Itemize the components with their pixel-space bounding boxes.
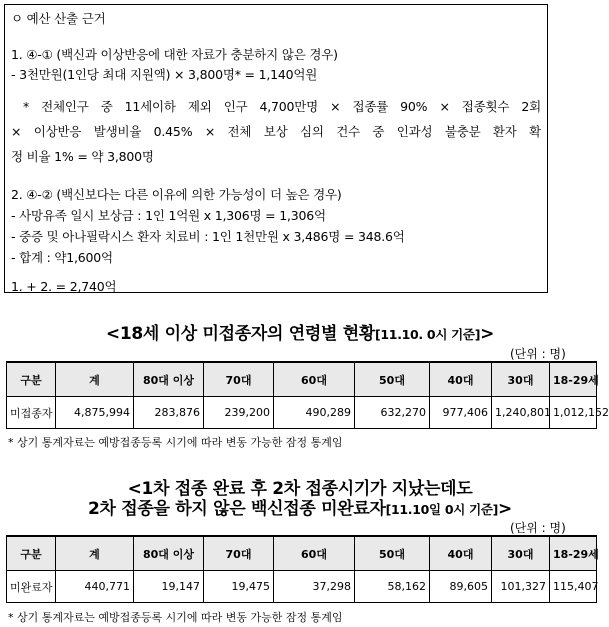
table-cell: 101,327: [492, 571, 550, 603]
column-header: 50대: [355, 536, 430, 571]
table-cell: 89,605: [430, 571, 492, 603]
column-header: 구분: [7, 536, 56, 571]
column-header: 계: [56, 362, 134, 397]
column-header: 70대: [204, 536, 274, 571]
column-header: 30대: [492, 362, 550, 397]
table2-unit: (단위 : 명): [510, 521, 566, 535]
item2-title: 2. ④-② (백신보다는 다른 이유에 의한 가능성이 더 높은 경우): [11, 187, 342, 202]
row-label: 미완료자: [7, 571, 56, 603]
table-cell: 440,771: [56, 571, 134, 603]
item1-title: 1. ④-① (백신과 이상반응에 대한 자료가 충분하지 않은 경우): [11, 47, 338, 62]
table-cell: 58,162: [355, 571, 430, 603]
column-header: 60대: [274, 362, 355, 397]
table1-unit: (단위 : 명): [510, 347, 566, 361]
item2-line-3: - 합계 : 약1,600억: [11, 250, 113, 265]
table-cell: 4,875,994: [56, 397, 134, 429]
table-cell: 19,475: [204, 571, 274, 603]
table-cell: 283,876: [134, 397, 204, 429]
incomplete-vaccination-table: [6, 535, 597, 603]
table-cell: 490,289: [274, 397, 355, 429]
table-cell: 632,270: [355, 397, 430, 429]
table-header-row: [7, 362, 597, 397]
column-header: 80대 이상: [134, 362, 204, 397]
footnote-line-1: * 전체인구 중 11세이하 제외 인구 4,700만명 × 접종률 90% × 접종횟수 2회: [23, 99, 541, 114]
column-header: 구분: [7, 362, 56, 397]
table-cell: 1,240,801: [492, 397, 550, 429]
table1-note: * 상기 통계자료는 예방접종등록 시기에 따라 변동 가능한 잠정 통계임: [8, 436, 343, 449]
table-cell: 1,012,152: [550, 397, 597, 429]
table-cell: 19,147: [134, 571, 204, 603]
table-header-row: [7, 536, 597, 571]
basis-header: ㅇ 예산 산출 근거: [11, 11, 106, 26]
column-header: 30대: [492, 536, 550, 571]
column-header: 70대: [204, 362, 274, 397]
column-header: 40대: [430, 536, 492, 571]
item1-formula: - 3천만원(1인당 최대 지원액) × 3,800명* = 1,140억원: [11, 67, 318, 82]
table-cell: 37,298: [274, 571, 355, 603]
total-line: 1. + 2. = 2,740억: [11, 279, 117, 294]
table2-note: * 상기 통계자료는 예방접종등록 시기에 따라 변동 가능한 잠정 통계임: [8, 611, 343, 624]
column-header: 60대: [274, 536, 355, 571]
table-cell: 977,406: [430, 397, 492, 429]
footnote-line-2: × 이상반응 발생비율 0.45% × 전체 보상 심의 건수 중 인과성 불충분 환자 확: [11, 124, 541, 139]
item2-line-2: - 중증 및 아나필락시스 환자 치료비 : 1인 1천만원 x 3,486명 = 348.6억: [11, 229, 405, 244]
column-header: 계: [56, 536, 134, 571]
table2-title-line-2: 2차 접종을 하지 않은 백신접종 미완료자[11.10일 0시 기준]>: [88, 499, 512, 519]
item2-line-1: - 사망유족 일시 보상금 : 1인 1억원 x 1,306명 = 1,306억: [11, 208, 326, 223]
table2-title-line-1: <1차 접종 완료 후 2차 접종시기가 지났는데도: [127, 479, 473, 499]
table-cell: 115,407: [550, 571, 597, 603]
footnote-line-3: 정 비율 1% = 약 3,800명: [11, 149, 154, 164]
table1-title: <18세 이상 미접종자의 연령별 현황[11.10. 0시 기준]>: [105, 324, 495, 344]
budget-basis-box: [4, 4, 548, 293]
unvaccinated-table: [6, 361, 609, 429]
table-cell: 239,200: [204, 397, 274, 429]
column-header: 40대: [430, 362, 492, 397]
column-header: 80대 이상: [134, 536, 204, 571]
column-header: 50대: [355, 362, 430, 397]
table-row: [7, 571, 597, 603]
row-label: 미접종자: [7, 397, 56, 429]
column-header: 18-29세: [550, 536, 597, 571]
table-row: [7, 397, 597, 429]
column-header: 18-29세: [550, 362, 597, 397]
